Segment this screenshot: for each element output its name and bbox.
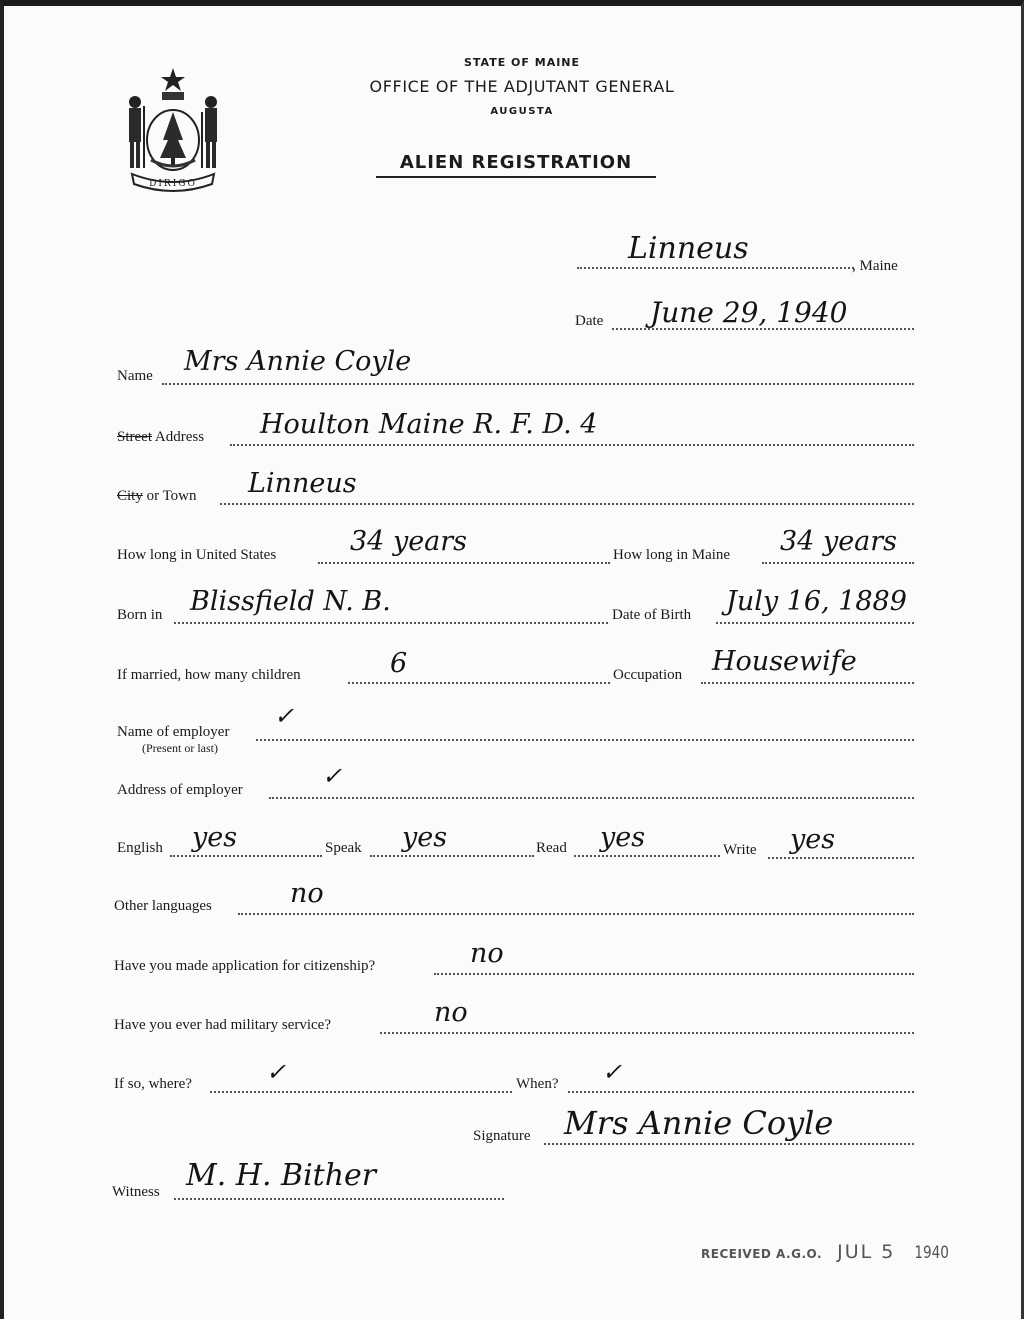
speak-label: Speak bbox=[325, 840, 362, 856]
name-value: Mrs Annie Coyle bbox=[184, 346, 412, 377]
employer-address-check: ✓ bbox=[322, 762, 343, 790]
write-value: yes bbox=[790, 824, 836, 855]
town-value: Linneus bbox=[628, 231, 749, 266]
how-long-us-value: 34 years bbox=[350, 526, 468, 557]
children-value: 6 bbox=[390, 648, 408, 679]
speak-value: yes bbox=[402, 822, 448, 853]
occupation-line bbox=[701, 682, 914, 684]
born-in-line bbox=[174, 622, 608, 624]
english-line bbox=[170, 855, 322, 857]
state-heading: STATE OF MAINE bbox=[463, 56, 581, 69]
how-long-maine-value: 34 years bbox=[780, 526, 898, 557]
maine-label: , Maine bbox=[852, 258, 898, 274]
received-stamp bbox=[701, 1241, 954, 1263]
signature-label: Signature bbox=[473, 1128, 531, 1144]
children-line bbox=[348, 682, 610, 684]
dob-value: July 16, 1889 bbox=[726, 586, 907, 617]
read-value: yes bbox=[600, 822, 646, 853]
office-heading: OFFICE OF THE ADJUTANT GENERAL bbox=[369, 77, 675, 96]
occupation-value: Housewife bbox=[712, 646, 857, 677]
town-field-line bbox=[220, 503, 914, 505]
name-label: Name bbox=[117, 368, 153, 384]
name-line bbox=[162, 383, 914, 385]
born-in-value: Blissfield N. B. bbox=[190, 586, 391, 617]
english-value: yes bbox=[192, 822, 238, 853]
date-label: Date bbox=[575, 313, 604, 329]
how-long-us-label: How long in United States bbox=[117, 547, 277, 563]
address-label: Street Address bbox=[117, 429, 205, 445]
employer-line bbox=[256, 739, 914, 741]
english-label: English bbox=[117, 840, 163, 856]
where-line bbox=[210, 1091, 512, 1093]
where-check: ✓ bbox=[266, 1058, 287, 1086]
other-languages-label: Other languages bbox=[114, 898, 212, 914]
employer-check: ✓ bbox=[274, 702, 295, 730]
date-value: June 29, 1940 bbox=[650, 296, 848, 329]
stamp-year: 1940 bbox=[914, 1243, 950, 1263]
how-long-maine-label: How long in Maine bbox=[613, 547, 731, 563]
address-value: Houlton Maine R. F. D. 4 bbox=[260, 409, 598, 440]
form-title: ALIEN REGISTRATION bbox=[376, 152, 656, 178]
how-long-us-line bbox=[318, 562, 610, 564]
write-label: Write bbox=[723, 842, 757, 858]
signature-line bbox=[544, 1143, 914, 1145]
employer-address-label: Address of employer bbox=[117, 782, 243, 798]
employer-label: Name of employer bbox=[117, 724, 230, 740]
svg-text:DIRIGO: DIRIGO bbox=[149, 179, 197, 189]
military-value: no bbox=[434, 997, 468, 1028]
address-line bbox=[230, 444, 914, 446]
town-line bbox=[577, 267, 854, 269]
children-label: If married, how many children bbox=[117, 667, 301, 683]
stamp-month-day: JUL 5 bbox=[837, 1241, 896, 1263]
where-label: If so, where? bbox=[114, 1076, 192, 1092]
when-check: ✓ bbox=[602, 1058, 623, 1086]
signature-value: Mrs Annie Coyle bbox=[564, 1104, 834, 1142]
military-label: Have you ever had military service? bbox=[114, 1017, 331, 1033]
when-line bbox=[568, 1091, 914, 1093]
witness-line bbox=[174, 1198, 504, 1200]
other-languages-line bbox=[238, 913, 914, 915]
write-line bbox=[768, 857, 914, 859]
military-line bbox=[380, 1032, 914, 1034]
citizenship-line bbox=[434, 973, 914, 975]
when-label: When? bbox=[516, 1076, 559, 1092]
read-label: Read bbox=[536, 840, 567, 856]
how-long-maine-line bbox=[762, 562, 914, 564]
speak-line bbox=[370, 855, 534, 857]
born-in-label: Born in bbox=[117, 607, 163, 623]
employer-sublabel: (Present or last) bbox=[142, 741, 218, 755]
witness-value: M. H. Bither bbox=[186, 1158, 377, 1193]
occupation-label: Occupation bbox=[613, 667, 683, 683]
dob-line bbox=[716, 622, 914, 624]
city-heading: AUGUSTA bbox=[490, 106, 554, 117]
stamp-received-text: RECEIVED A.G.O. bbox=[701, 1247, 823, 1261]
citizenship-label: Have you made application for citizenship? bbox=[114, 958, 376, 974]
dob-label: Date of Birth bbox=[612, 607, 692, 623]
employer-address-line bbox=[269, 797, 914, 799]
witness-label: Witness bbox=[112, 1184, 160, 1200]
read-line bbox=[574, 855, 720, 857]
town-field-value: Linneus bbox=[248, 468, 357, 499]
town-label: City or Town bbox=[117, 488, 197, 504]
other-languages-value: no bbox=[290, 878, 324, 909]
citizenship-value: no bbox=[470, 938, 504, 969]
